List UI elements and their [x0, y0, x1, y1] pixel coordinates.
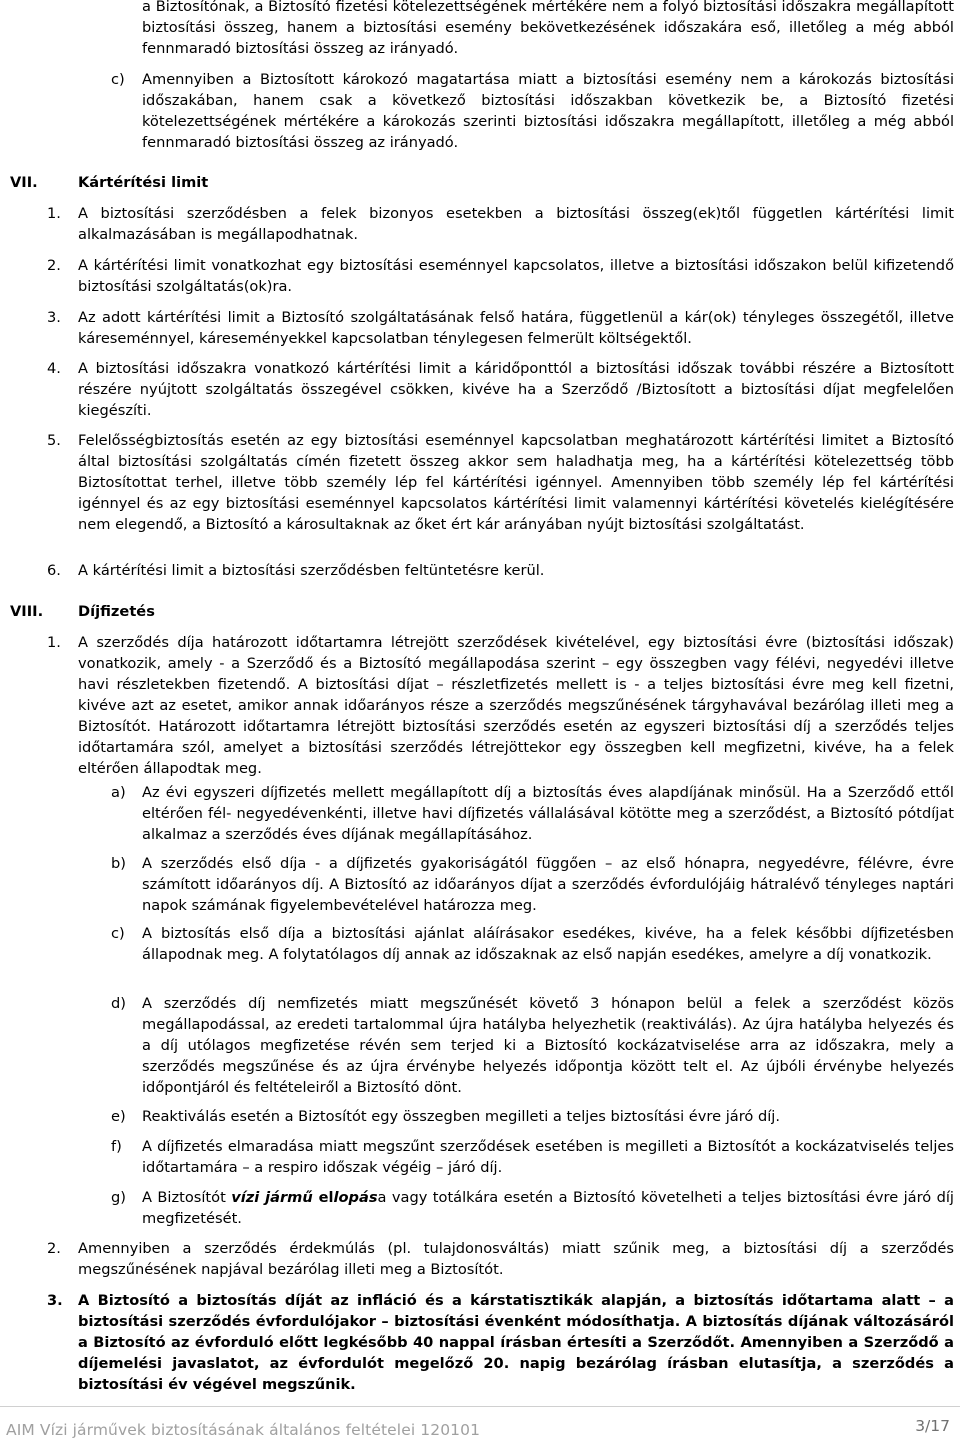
item-number: 1. — [47, 634, 61, 651]
sub-item-g-emph-2: el — [312, 1189, 334, 1206]
item-number: 6. — [47, 562, 61, 579]
list-label-g: g) — [111, 1189, 126, 1206]
sub-item-g-text-2: a vagy totálkára esetén a Biztosító követelheti a teljes biztosítási évre járó díj megfizetését. — [142, 1189, 954, 1227]
section-8-number: VIII. — [10, 603, 44, 620]
section-7-item-2: A kártérítési limit vonatkozhat egy biztosítási eseménnyel kapcsolatos, illetve a biztosítási időszakon belül kifizetendő biztosítási szolgáltatás(ok)ra. — [78, 257, 954, 295]
list-label-c: c) — [111, 71, 125, 88]
list-label-a: a) — [111, 784, 126, 801]
section-7-item-1: A biztosítási szerződésben a felek bizonyos esetekben a biztosítási összeg(ek)től független kártérítési limit alkalmazásában is megállapodhatnak. — [78, 205, 954, 243]
item-number: 3. — [47, 1292, 63, 1309]
list-label-d: d) — [111, 995, 126, 1012]
item-number: 1. — [47, 205, 61, 222]
paragraph-c: Amennyiben a Biztosított károkozó magatartása miatt a biztosítási esemény nem a károkozás biztosítási időszakában, hanem csak a következő biztosítási időszakban következik be, a Biztosító fizetési kötelezettségének mértékére a károkozás szerinti biztosítási időszakra megállapított, illetőleg a még abból fennmaradó biztosítási összeg az irányadó. — [142, 71, 954, 151]
item-number: 2. — [47, 257, 61, 274]
sub-item-g-emph-1: vízi jármű — [231, 1189, 313, 1206]
item-number: 4. — [47, 360, 61, 377]
section-7-item-5: Felelősségbiztosítás esetén az egy biztosítási eseménnyel kapcsolatban meghatározott kártérítési limitet a Biztosító által biztosítási szolgáltatás címén fizetett összeg akkor sem haladhatja meg, ha a kártérítési kötelezettség több Biztosítottat terhel, illetve több személy lép fel kártérítési igénnyel. Amennyiben több személy lép fel kártérítési igénnyel és az egy biztosítási eseménnyel kapcsolatos kártérítési limit valamennyi kártérítési követelés kielégítésére nem elegendő, a Biztosító a károsultaknak az őket ért kár arányában nyújt biztosítási szolgáltatást. — [78, 432, 954, 533]
item-number: 5. — [47, 432, 61, 449]
list-label-b: b) — [111, 855, 126, 872]
section-7-title: Kártérítési limit — [78, 174, 209, 191]
continued-paragraph: a Biztosítónak, a Biztosító fizetési kötelezettségének mértékére nem a folyó biztosítási időszakra megállapított biztosítási összeg, hanem a biztosítási esemény bekövetkezésének időszakára eső, illetőleg a még abból fennmaradó biztosítási összeg az irányadó. — [142, 0, 954, 57]
section-7-item-3: Az adott kártérítési limit a Biztosító szolgáltatásának felső határa, függetlenül a kár(ok) tényleges összegétől, illetve káreseménnyel, káreseményekkel kapcsolatban ténylegesen felmerült költségektől. — [78, 309, 954, 347]
section-8-item-3: A Biztosító a biztosítás díját az infláció és a kárstatisztikák alapján, a biztosítás időtartama alatt – a biztosítási szerződés évfordulójakor – biztosítási évenként módosíthatja. A biztosítás díjának változásáról a Biztosító az évforduló előtt legkésőbb 40 nappal írásban értesíti a Szerződőt. Amennyiben a Szerződő a díjemelési javaslatot, az évfordulót megelőző 20. napig bezárólag írásban elutasítja, a szerződés a biztosítási év végével megszűnik. — [78, 1292, 954, 1393]
sub-item-f: A díjfizetés elmaradása miatt megszűnt szerződések esetében is megilleti a Biztosítót a kockázatviselés teljes időtartamára – a respiro időszak végéig – járó díj. — [142, 1138, 954, 1176]
sub-item-d: A szerződés díj nemfizetés miatt megszűnését követő 3 hónapon belül a felek a szerződést közös megállapodással, az eredeti tartalommal újra hatályba helyezhetik (reaktiválás). Az újra hatályba helyezés és a díj utólagos megfizetése révén sem terjed ki a Biztosító kockázatviselése arra az időszakra, mely a szerződés megszűnése és az újra érvénybe helyezés időpontja között telt el. Az újbóli érvénybe helyezés időpontjáról és feltételeiről a Biztosító dönt. — [142, 995, 954, 1096]
section-7-number: VII. — [10, 174, 38, 191]
item-number: 2. — [47, 1240, 61, 1257]
footer-title: AIM Vízi járművek biztosításának általános feltételei 120101 — [6, 1421, 481, 1439]
section-8-item-1: A szerződés díja határozott időtartamra létrejött szerződések kivételével, egy biztosítási évre (biztosítási időszak) vonatkozik, amely - a Szerződő és a Biztosító megállapodása szerint – egy összegben vagy félévi, negyedévi illetve havi részletekben fizetendő. A biztosítási díjat – részletfizetés mellett is - a teljes biztosítási évre meg kell fizetni, kivéve azt az esetet, amikor annak időarányos része a szerződés megszűnésének tárgyhavával bezárólag illeti meg a Biztosítót. Határozott időtartamra létrejött biztosítási szerződés esetén az egyszeri biztosítási díj a szerződés teljes időtartamára szól, amelyet a biztosítási szerződés létrejöttekor egy összegben kell megfizetni, kivéve, ha a felek eltérően állapodtak meg. — [78, 634, 954, 777]
section-8-item-2: Amennyiben a szerződés érdekmúlás (pl. tulajdonosváltás) miatt szűnik meg, a biztosítási díj a szerződés megszűnésének napjával bezárólag illeti meg a Biztosítót. — [78, 1240, 954, 1278]
sub-item-g-text-1: A Biztosítót — [142, 1189, 232, 1206]
section-7-item-4: A biztosítási időszakra vonatkozó kártérítési limit a káridőponttól a biztosítási időszak további részére a Biztosított részére nyújtott szolgáltatás összegével csökken, kivéve ha a Szerződő /Biztosított a biztosítási díjat megfelelően kiegészíti. — [78, 360, 954, 419]
page-number: 3/17 — [915, 1417, 950, 1435]
sub-item-a: Az évi egyszeri díjfizetés mellett megállapított díj a biztosítás éves alapdíjának minősül. Ha a Szerződő ettől eltérően fél- negyedévenkénti, illetve havi díjfizetés vállalásával kötötte meg a szerződést, a Biztosító pótdíjat alkalmaz a szerződés éves díjának megállapításához. — [142, 784, 954, 843]
item-number: 3. — [47, 309, 61, 326]
sub-item-e: Reaktiválás esetén a Biztosítót egy összegben megilleti a teljes biztosítási évre járó díj. — [142, 1108, 780, 1125]
section-7-item-6: A kártérítési limit a biztosítási szerződésben feltüntetésre kerül. — [78, 562, 545, 579]
sub-item-b: A szerződés első díja - a díjfizetés gyakoriságától függően – az első hónapra, negyedévre, félévre, évre számított időarányos díj. A Biztosító az időarányos díjat a szerződés évfordulójáig hátralévő tényleges naptári napok számának figyelembevételével határozza meg. — [142, 855, 954, 914]
sub-item-c: A biztosítás első díja a biztosítási ajánlat aláírásakor esedékes, kivéve, ha a felek későbbi díjfizetésben állapodnak meg. A folytatólagos díj annak az időszaknak az első napján esedékes, amelyre a díj vonatkozik. — [142, 925, 954, 963]
list-label-c: c) — [111, 925, 125, 942]
list-label-f: f) — [111, 1138, 122, 1155]
sub-item-g-emph-3: lopás — [333, 1189, 378, 1206]
footer-divider — [0, 1406, 960, 1407]
sub-item-g — [142, 1187, 954, 1229]
list-label-e: e) — [111, 1108, 126, 1125]
section-8-title: Díjfizetés — [78, 603, 155, 620]
